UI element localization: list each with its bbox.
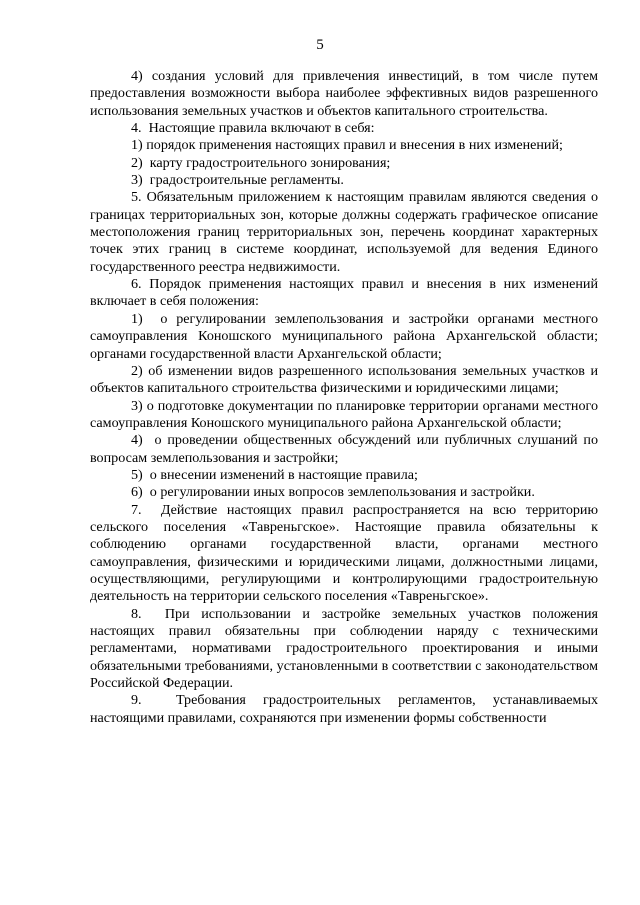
- list-item-planning-documentation: 3) о подготовке документации по планировке территории органами местного самоуправления Коношского муниципального района Архангельской области;: [90, 397, 598, 431]
- paragraph-8-obligations: 8. При использовании и застройке земельных участков положения настоящих правил обязательны при соблюдении наряду с техническими регламентами, нормативами градостроительного проектирования и иными обязательными требованиями, установленными в соответствии с законодательством Российской Федерации.: [90, 605, 598, 692]
- paragraph-9-requirements: 9. Требования градостроительных регламентов, устанавливаемых настоящими правилами, сохраняются при изменении формы собственности: [90, 692, 598, 726]
- list-item-other-issues: 6) о регулировании иных вопросов землепользования и застройки.: [131, 484, 535, 501]
- page-number: 5: [316, 37, 324, 53]
- paragraph-5-appendix: 5. Обязательным приложением к настоящим правилам являются сведения о границах территориальных зон, которые должны содержать графическое описание местоположения границ территориальных зон, перечень координат характерных точек этих границ в системе координат, используемой для ведения Единого государственного реестра недвижимости.: [90, 189, 598, 275]
- paragraph-7-scope: 7. Действие настоящих правил распространяется на всю территорию сельского поселения «Тавреньгское». Настоящие правила обязательны к соблюдению органами государственной власти, органами местного самоуправления, физическими и юридическими лицами, должностными лицами, осуществляющими, регулирующими и контролирующими градостроительную деятельность на территории сельского поселения «Тавреньгское».: [90, 501, 598, 605]
- paragraph-4-rules-include: 4. Настоящие правила включают в себя:: [131, 120, 375, 137]
- list-item-public-hearings: 4) о проведении общественных обсуждений или публичных слушаний по вопросам землепользования и застройки;: [90, 432, 598, 466]
- list-item-change-permitted-use: 2) об изменении видов разрешенного использования земельных участков и объектов капитального строительства физическими и юридическими лицами;: [90, 362, 598, 397]
- paragraph-6-procedure: 6. Порядок применения настоящих правил и внесения в них изменений включает в себя положения:: [90, 276, 598, 310]
- paragraph-4-item-4: 4) создания условий для привлечения инвестиций, в том числе путем предоставления возможности выбора наиболее эффективных видов разрешенного использования земельных участков и объектов капитального строительства.: [90, 68, 598, 119]
- list-item-amendments: 5) о внесении изменений в настоящие правила;: [131, 466, 418, 483]
- list-item-land-use-regulation: 1) о регулировании землепользования и застройки органами местного самоуправления Коношского муниципального района Архангельской области; органами государственной власти Архангельской области;: [90, 310, 598, 362]
- list-item-zoning-map: 2) карту градостроительного зонирования;: [131, 154, 391, 171]
- list-item-application-procedure: 1) порядок применения настоящих правил и внесения в них изменений;: [131, 137, 563, 154]
- document-body: [90, 68, 598, 727]
- list-item-regulations: 3) градостроительные регламенты.: [131, 172, 344, 189]
